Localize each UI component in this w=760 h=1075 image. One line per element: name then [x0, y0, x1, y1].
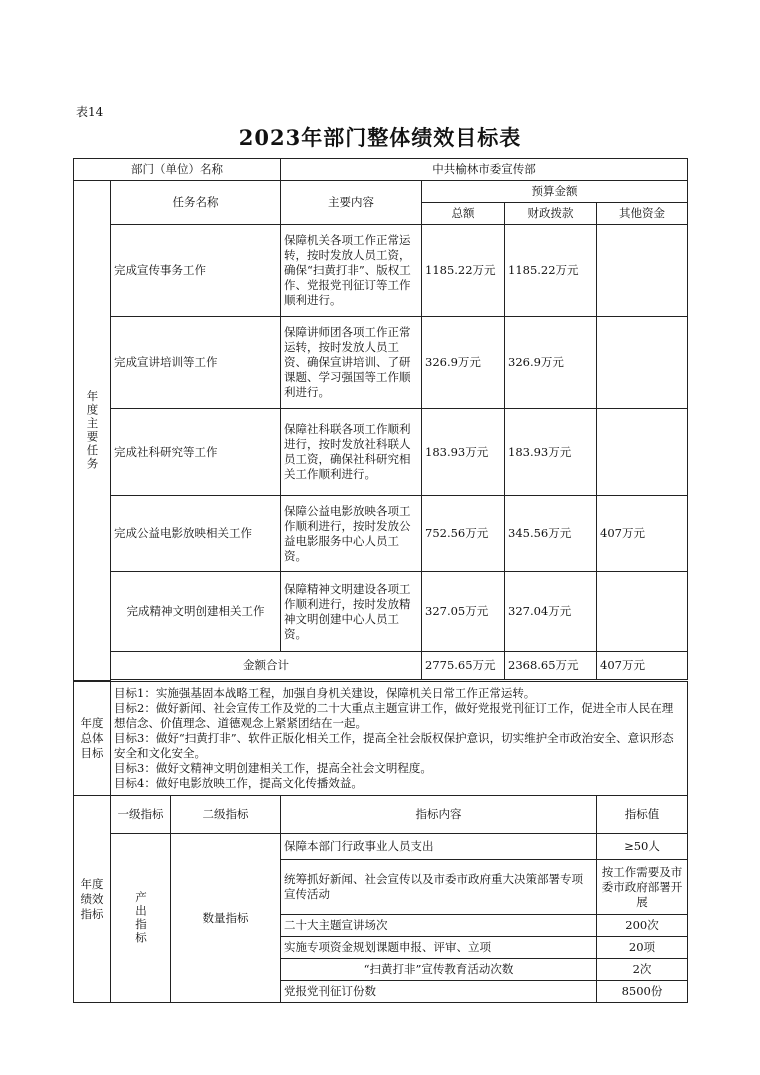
task-name: 完成社科研究等工作 — [111, 409, 281, 496]
task-fiscal: 345.56万元 — [505, 496, 597, 572]
sum-fiscal: 2368.65万元 — [505, 652, 597, 680]
sum-row — [74, 652, 688, 680]
annual-tasks-label — [74, 181, 111, 681]
header-other: 其他资金 — [597, 203, 688, 225]
level2-quantity: 数量指标 — [171, 834, 281, 1003]
indicator-content: 保障本部门行政事业人员支出 — [281, 834, 597, 860]
sum-other: 407万元 — [597, 652, 688, 680]
header-task-name: 任务名称 — [111, 181, 281, 225]
task-fiscal: 326.9万元 — [505, 317, 597, 409]
task-name: 完成公益电影放映相关工作 — [111, 496, 281, 572]
header-level2: 二级指标 — [171, 796, 281, 834]
task-content: 保障讲师团各项工作正常运转，按时发放人员工资、确保宣讲培训、了研课题、学习强国等工作顺利进行。 — [281, 317, 422, 409]
header-main-content: 主要内容 — [281, 181, 422, 225]
performance-target-table — [73, 158, 688, 1003]
task-row — [74, 496, 688, 572]
task-name: 完成宣讲培训等工作 — [111, 317, 281, 409]
task-row — [74, 572, 688, 652]
indicator-value: ≥50人 — [597, 834, 688, 860]
task-other: 407万元 — [597, 496, 688, 572]
task-other — [597, 572, 688, 652]
dept-label: 部门（单位）名称 — [74, 159, 281, 181]
task-content: 保障机关各项工作正常运转，按时发放人员工资，确保“扫黄打非”、版权工作、党报党刊征订等工作顺利进行。 — [281, 225, 422, 317]
goal-item: 目标4：做好电影放映工作，提高文化传播效益。 — [114, 776, 363, 790]
task-name: 完成宣传事务工作 — [111, 225, 281, 317]
task-other — [597, 409, 688, 496]
indicator-value: 8500份 — [597, 981, 688, 1003]
indicator-content: “扫黄打非”宣传教育活动次数 — [281, 959, 597, 981]
header-indicator-value: 指标值 — [597, 796, 688, 834]
indicator-value: 2次 — [597, 959, 688, 981]
indicator-content: 统筹抓好新闻、社会宣传以及市委市政府重大决策部署专项宣传活动 — [281, 860, 597, 915]
indicator-value: 200次 — [597, 915, 688, 937]
task-total: 327.05万元 — [422, 572, 505, 652]
table-number: 表14 — [76, 105, 104, 119]
annual-tasks-label-text: 年度主要任务 — [85, 390, 100, 471]
indicator-value: 按工作需要及市委市政府部署开展 — [597, 860, 688, 915]
indicator-row — [74, 834, 688, 860]
task-other — [597, 225, 688, 317]
performance-label: 年度绩效指标 — [74, 796, 111, 1003]
header-level1: 一级指标 — [111, 796, 171, 834]
sum-label: 金额合计 — [111, 652, 422, 680]
sum-total: 2775.65万元 — [422, 652, 505, 680]
overall-goals — [111, 682, 688, 796]
task-row — [74, 317, 688, 409]
header-total: 总额 — [422, 203, 505, 225]
dept-value: 中共榆林市委宣传部 — [281, 159, 688, 181]
goal-item: 目标3：做好文精神文明创建相关工作，提高全社会文明程度。 — [114, 761, 432, 775]
goal-item: 目标1：实施强基固本战略工程，加强自身机关建设，保障机关日常工作正常运转。 — [114, 686, 536, 700]
indicator-value: 20项 — [597, 937, 688, 959]
goal-item: 目标3：做好“扫黄打非”、软件正版化相关工作，提高全社会版权保护意识，切实维护全市政治安全、意识形态安全和文化安全。 — [114, 731, 674, 760]
task-other — [597, 317, 688, 409]
overall-goals-label: 年度总体目标 — [74, 682, 111, 796]
task-fiscal: 327.04万元 — [505, 572, 597, 652]
header-budget: 预算金额 — [422, 181, 688, 203]
header-indicator-content: 指标内容 — [281, 796, 597, 834]
task-content: 保障公益电影放映各项工作顺利进行，按时发放公益电影服务中心人员工资。 — [281, 496, 422, 572]
indicator-content: 党报党刊征订份数 — [281, 981, 597, 1003]
task-total: 1185.22万元 — [422, 225, 505, 317]
goal-item: 目标2：做好新闻、社会宣传工作及党的二十大重点主题宣讲工作，做好党报党刊征订工作，促进全市人民在理想信念、价值理念、道德观念上紧紧团结在一起。 — [114, 701, 674, 730]
task-total: 326.9万元 — [422, 317, 505, 409]
header-fiscal: 财政拨款 — [505, 203, 597, 225]
task-content: 保障社科联各项工作顺利进行，按时发放社科联人员工资，确保社科研究相关工作顺利进行。 — [281, 409, 422, 496]
page-title: 2023年部门整体绩效目标表 — [238, 125, 522, 150]
task-total: 183.93万元 — [422, 409, 505, 496]
task-fiscal: 183.93万元 — [505, 409, 597, 496]
task-content: 保障精神文明建设各项工作顺利进行，按时发放精神文明创建中心人员工资。 — [281, 572, 422, 652]
task-total: 752.56万元 — [422, 496, 505, 572]
task-row — [74, 225, 688, 317]
indicator-content: 实施专项资金规划课题申报、评审、立项 — [281, 937, 597, 959]
task-fiscal: 1185.22万元 — [505, 225, 597, 317]
task-row — [74, 409, 688, 496]
level1-output-text: 产出指标 — [134, 891, 148, 945]
level1-output — [111, 834, 171, 1003]
task-name: 完成精神文明创建相关工作 — [111, 572, 281, 652]
indicator-content: 二十大主题宣讲场次 — [281, 915, 597, 937]
